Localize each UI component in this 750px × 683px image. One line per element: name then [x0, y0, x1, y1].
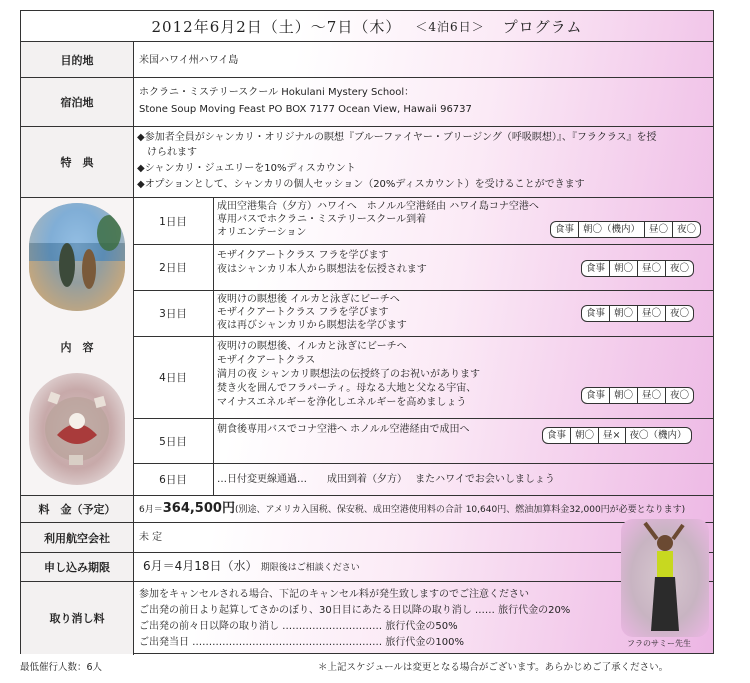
day-4-line-3: 満月の夜 シャンカリ瞑想法の伝授終了のお祝いがあります [217, 369, 480, 380]
day-1-meals: 食事 朝〇（機内） 昼〇 夜〇 [550, 221, 701, 238]
destination-label: 目的地 [21, 42, 133, 77]
teacher-photo-caption: フラのサミー先生 [627, 639, 691, 648]
day-5-line-1: 朝食後専用バスでコナ空港へ ホノルル空港経由で成田へ [217, 424, 470, 435]
day-2-line-1: モザイクアートクラス フラを学びます [217, 250, 389, 261]
contents-label: 内 容 [21, 198, 133, 495]
benefit-line-1: ◆参加者全員がシャンカリ・オリジナルの瞑想『ブルーファイヤー・ブリージング（呼吸瞑想）』、『フラクラス』を授 [137, 132, 657, 143]
day-5-label: 5日目 [159, 435, 187, 448]
deadline-note: 期限後はご相談ください [260, 563, 360, 573]
day-2-line-2: 夜はシャンカリ本人から瞑想法を伝授されます [217, 264, 427, 275]
deadline-date: 6月＝4月18日（水） [143, 559, 258, 573]
cancel-line-1: 参加をキャンセルされる場合、下記のキャンセル料が発生致しますのでご注意ください [139, 589, 529, 600]
title-dates: 2012年6月2日（土）～7日（木） [151, 17, 402, 36]
cancel-line-3: ご出発の前々日以降の取り消し ………………………… 旅行代金の50% [139, 621, 458, 632]
teacher-photo [621, 519, 709, 637]
min-participants: 最低催行人数：6人 [20, 662, 103, 673]
cancel-line-4: ご出発当日 ………………………………………………… 旅行代金の100% [139, 637, 464, 648]
day-4-line-1: 夜明けの瞑想後、イルカと泳ぎにビーチへ [217, 341, 407, 352]
fee-amount: 364,500円 [162, 501, 235, 516]
day-3-label: 3日目 [159, 308, 187, 320]
program-table [20, 10, 714, 654]
day-2-label: 2日目 [159, 262, 187, 274]
day-4-line-2: モザイクアートクラス [217, 355, 316, 366]
day-6-line-1: …日付変更線通過… 成田到着（夕方） またハワイでお会いしましょう [217, 474, 555, 485]
fee-value: 6月＝364,500円(別途、アメリカ入国税、保安税、成田空港使用料の合計 10,640円、燃油加算料金32,000円が必要となります) [139, 501, 686, 516]
title-program: プログラム [502, 17, 583, 36]
benefit-line-4: ◆オプションとして、シャンカリの個人セッション（20%ディスカウント）を受けることができます [137, 179, 585, 190]
day-5-meals: 食事 朝〇 昼× 夜〇（機内） [542, 427, 692, 444]
destination-value: 米国ハワイ州ハワイ島 [139, 55, 239, 66]
day-4-label: 4日目 [159, 372, 187, 384]
day-1-line-3: オリエンテーション [217, 227, 307, 238]
day-3-line-3: 夜は再びシャンカリから瞑想法を学びます [217, 320, 407, 331]
airline-label: 利用航空会社 [21, 523, 133, 552]
fee-note: (別途、アメリカ入国税、保安税、成田空港使用料の合計 10,640円、燃油加算料金32,000円が必要となります) [234, 505, 686, 515]
day-2-meals: 食事 朝〇 昼〇 夜〇 [581, 260, 694, 277]
benefit-line-3: ◆シャンカリ・ジュエリーを10%ディスカウント [137, 163, 356, 174]
day-1-label: 1日目 [159, 215, 187, 228]
day-1-line-2: 専用バスでホクラニ・ミステリースクール到着 [217, 214, 427, 225]
day-4-line-5: マイナスエネルギーを浄化しエネルギーを高めましょう [217, 397, 467, 408]
fee-label: 料 金（予定） [21, 496, 133, 522]
schedule-notice: ＊上記スケジュールは変更となる場合がございます。あらかじめご了承ください。 [318, 662, 669, 673]
day-3-line-2: モザイクアートクラス フラを学びます [217, 307, 389, 318]
benefits-label: 特 典 [21, 127, 133, 197]
cancel-line-2: ご出発の前日より起算してさかのぼり、30日目にあたる日以降の取り消し …… 旅行代金の20% [139, 605, 571, 616]
lodging-line-1: ホクラニ・ミステリースクール Hokulani Mystery School： [139, 87, 415, 98]
cancel-label: 取り消し料 [21, 582, 133, 654]
lodging-label: 宿泊地 [21, 78, 133, 126]
deadline-value [143, 559, 360, 576]
beach-photo [29, 203, 125, 311]
title-duration: ＜4泊6日＞ [415, 19, 485, 34]
day-3-line-1: 夜明けの瞑想後 イルカと泳ぎにビーチへ [217, 294, 400, 305]
day-3-meals: 食事 朝〇 昼〇 夜〇 [581, 305, 694, 322]
day-1-line-1: 成田空港集合（夕方）ハワイへ ホノルル空港経由 ハワイ島コナ空港へ [217, 201, 539, 212]
day-4-line-4: 焚き火を囲んでフラパーティ。母なる大地と父なる宇宙、 [217, 383, 477, 394]
mosaic-photo [29, 373, 125, 485]
deadline-label: 申し込み期限 [21, 553, 133, 581]
airline-value: 未 定 [139, 532, 163, 543]
page-title [21, 11, 713, 41]
day-4-meals: 食事 朝〇 昼〇 夜〇 [581, 387, 694, 404]
day-6-label: 6日目 [159, 474, 187, 486]
lodging-line-2: Stone Soup Moving Feast PO BOX 7177 Ocean View, Hawaii 96737 [139, 104, 472, 115]
benefit-line-2: けられます [137, 147, 197, 158]
